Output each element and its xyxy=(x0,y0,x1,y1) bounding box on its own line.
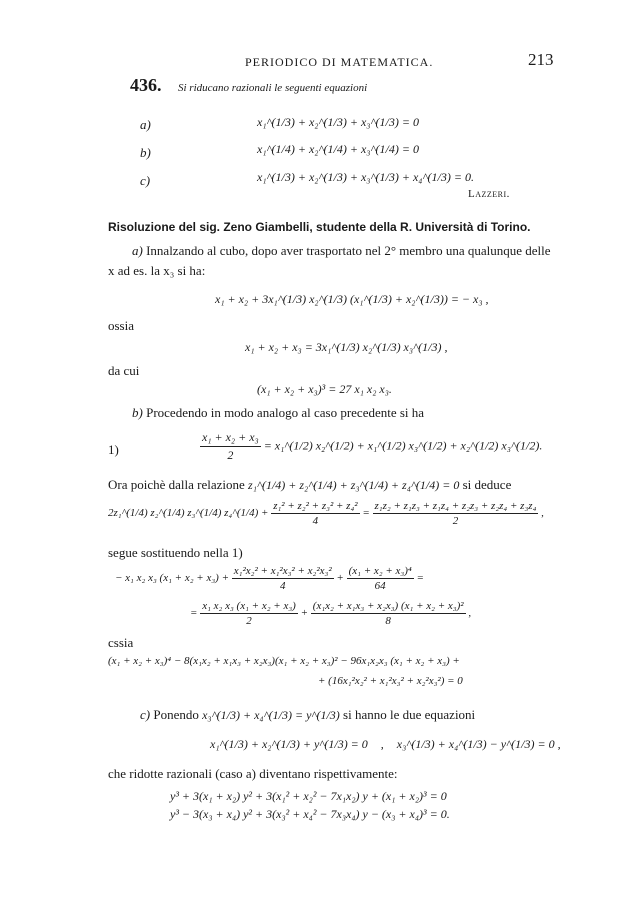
part-c-line2: che ridotte razionali (caso a) diventano rispettivamente: xyxy=(108,766,398,781)
item-c-equation: x₁^(1/3) + x₂^(1/3) + x₃^(1/3) + x₄^(1/3) = 0. xyxy=(257,170,474,184)
fraction-numerator: (x₁x₂ + x₁x₃ + x₂x₃) (x₁ + x₂ + x₃)² xyxy=(312,600,464,612)
running-header-title: PERIODICO DI MATEMATICA. xyxy=(245,55,434,69)
part-a-eq1: x₁ + x₂ + 3x₁^(1/3) x₂^(1/3) (x₁^(1/3) + x₂^(1/3)) = − x₃ , xyxy=(215,292,489,306)
problem-number: 436. xyxy=(130,75,162,95)
item-c-label: c) xyxy=(140,173,151,188)
part-a-eq2: x₁ + x₂ + x₃ = 3x₁^(1/3) x₂^(1/3) x₃^(1/3) , xyxy=(245,340,448,354)
fraction-denominator: 4 xyxy=(312,515,319,527)
part-c-intro-pre: Ponendo xyxy=(153,707,199,722)
part-b-eq1-fraction xyxy=(200,430,261,463)
part-b-eq5a: (x₁ + x₂ + x₃)⁴ − 8(x₁x₂ + x₁x₃ + x₂x₃)(x₁ + x₂ + x₃)² − 96x₁x₂x₃ (x₁ + x₂ + x₃) + xyxy=(108,655,460,667)
part-a-label: a) xyxy=(132,243,143,258)
item-a-label: a) xyxy=(140,117,151,132)
fraction-denominator: 2 xyxy=(452,515,459,527)
part-a-da-cui: da cui xyxy=(108,363,140,378)
fraction-denominator: 64 xyxy=(374,580,386,592)
eq4-fraction-1 xyxy=(200,600,298,627)
part-b-label: b) xyxy=(132,405,143,420)
part-c-eq-separator: , xyxy=(380,737,384,751)
fraction-numerator: (x₁ + x₂ + x₃)⁴ xyxy=(348,565,412,577)
equals-sign: = xyxy=(362,507,370,520)
fraction-numerator: x₁²x₂² + x₁²x₃² + x₂²x₃² xyxy=(233,565,332,577)
comma: , xyxy=(468,607,472,620)
eq-tag-1: 1) xyxy=(108,442,119,457)
line2-post: si deduce xyxy=(462,477,512,492)
fraction-numerator: z₁z₂ + z₁z₃ + z₁z₄ + z₂z₃ + z₂z₄ + z₃z₄ xyxy=(374,500,537,512)
part-b-eq1-rhs: = x₁^(1/2) x₂^(1/2) + x₁^(1/2) x₃^(1/2) + x₂^(1/2) x₃^(1/2). xyxy=(263,438,543,453)
plus-sign: + xyxy=(300,607,309,620)
item-b-equation: x₁^(1/4) + x₂^(1/4) + x₃^(1/4) = 0 xyxy=(257,142,419,156)
fraction-denominator: 2 xyxy=(246,615,252,627)
part-c-eq1b: x₃^(1/3) + x₄^(1/3) − y^(1/3) = 0 , xyxy=(396,737,561,751)
part-a-intro xyxy=(108,241,558,281)
problem-author: Lazzeri. xyxy=(468,188,510,200)
part-c-eq3: y³ − 3(x₃ + x₄) y² + 3(x₃² + x₄² − 7x₃x₄) y − (x₃ + x₄)³ = 0. xyxy=(170,807,450,821)
eq4-fraction-2 xyxy=(311,600,466,627)
eq3-fraction-2 xyxy=(347,565,414,592)
eq3-lhs: − x₁ x₂ x₃ (x₁ + x₂ + x₃) + xyxy=(115,572,230,585)
fraction-denominator: 4 xyxy=(279,580,286,592)
plus-sign: + xyxy=(336,572,344,585)
part-c-intro-post: si hanno le due equazioni xyxy=(343,707,476,722)
eq2-fraction-2 xyxy=(373,500,539,527)
fraction-denominator: 8 xyxy=(385,615,391,627)
part-b-eq1 xyxy=(200,430,542,463)
part-a-ossia: ossia xyxy=(108,318,134,333)
equals-sign: = xyxy=(190,607,198,620)
fraction-denominator: 2 xyxy=(227,448,234,462)
fraction-numerator: z₁² + z₂² + z₃² + z₄² xyxy=(273,500,358,512)
part-c-label: c) xyxy=(140,707,151,722)
part-b-eq4 xyxy=(190,600,471,627)
part-c-eq1 xyxy=(210,737,561,752)
problem-statement: Si riducano razionali le seguenti equazioni xyxy=(178,82,368,94)
part-b-segue: segue sostituendo nella 1) xyxy=(108,545,243,560)
line2-equation: z₁^(1/4) + z₂^(1/4) + z₃^(1/4) + z₄^(1/4) = 0 xyxy=(248,478,460,492)
part-c-intro-eq: x₃^(1/3) + x₄^(1/3) = y^(1/3) xyxy=(202,708,340,722)
part-b-cssia: cssia xyxy=(108,635,134,650)
part-b-line2 xyxy=(108,477,511,493)
part-b-eq5b: + (16x₁²x₂² + x₁²x₃² + x₂²x₃²) = 0 xyxy=(318,675,463,687)
part-b-intro: Procedendo in modo analogo al caso precedente si ha xyxy=(146,405,425,420)
eq2-lhs: 2z₁^(1/4) z₂^(1/4) z₃^(1/4) z₄^(1/4) + xyxy=(108,507,269,520)
solution-heading: Risoluzione del sig. Zeno Giambelli, studente della R. Università di Torino. xyxy=(108,220,531,234)
part-a-eq3: (x₁ + x₂ + x₃)³ = 27 x₁ x₂ x₃. xyxy=(257,382,392,396)
part-c-intro-line xyxy=(140,707,475,723)
part-b-eq3 xyxy=(115,565,424,592)
part-a-text: Innalzando al cubo, dopo aver trasportato nel 2° membro una qualunque delle x ad es. la x₃ si ha: xyxy=(108,243,551,278)
comma: , xyxy=(541,507,544,520)
part-c-eq2: y³ + 3(x₁ + x₂) y² + 3(x₁² + x₂² − 7x₁x₂) y + (x₁ + x₂)³ = 0 xyxy=(170,789,447,803)
part-b-eq2 xyxy=(108,500,544,527)
fraction-numerator: x₁ + x₂ + x₃ xyxy=(200,430,261,447)
page-number: 213 xyxy=(528,50,554,69)
line2-pre: Ora poichè dalla relazione xyxy=(108,477,245,492)
eq3-fraction-1 xyxy=(232,565,334,592)
item-b-label: b) xyxy=(140,145,151,160)
equals-sign: = xyxy=(416,572,424,585)
fraction-numerator: x₁ x₂ x₃ (x₁ + x₂ + x₃) xyxy=(202,600,296,612)
eq2-fraction-1 xyxy=(271,500,359,527)
item-a-equation: x₁^(1/3) + x₂^(1/3) + x₃^(1/3) = 0 xyxy=(257,115,419,129)
part-b-intro-line xyxy=(132,405,424,421)
part-c-eq1a: x₁^(1/3) + x₂^(1/3) + y^(1/3) = 0 xyxy=(210,737,368,751)
